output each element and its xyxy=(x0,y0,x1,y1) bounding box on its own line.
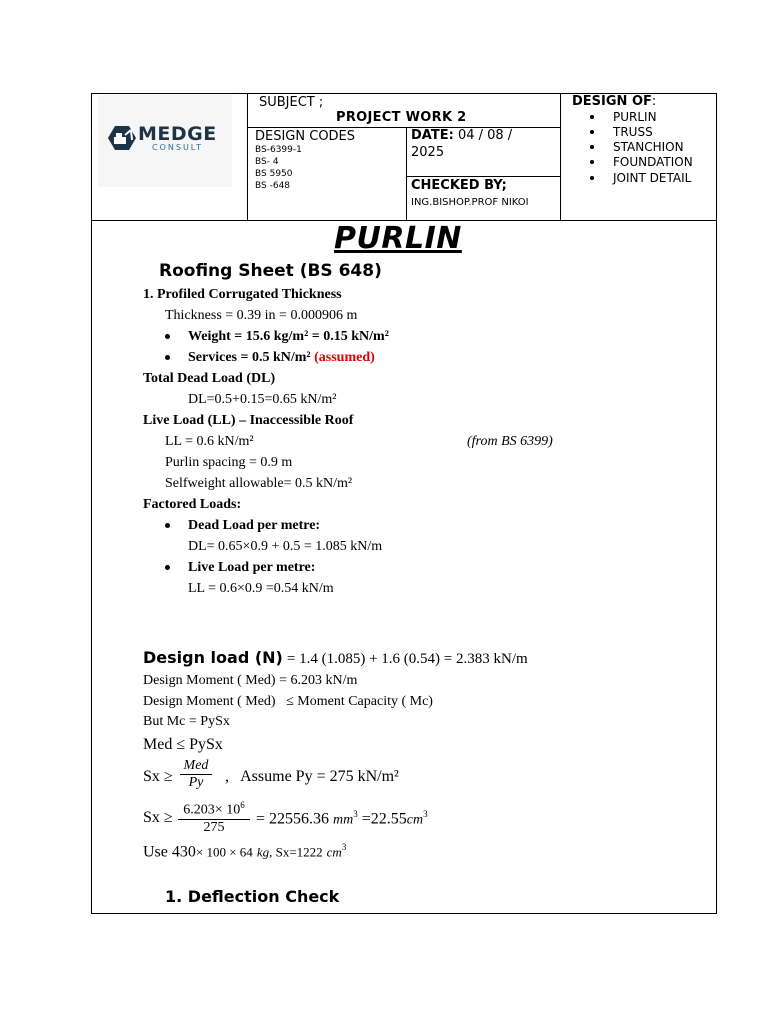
dl-line: DL=0.5+0.15=0.65 kN/m² xyxy=(188,392,337,407)
live-load-heading: Live Load (LL) – Inaccessible Roof xyxy=(143,413,354,428)
design-of-item-truss: TRUSS xyxy=(613,125,653,139)
live-per-metre-bullet xyxy=(165,565,170,570)
sx2-unit-mm-exp: 3 xyxy=(353,809,358,819)
use-prefix: Use 430 xyxy=(143,843,196,861)
services-bullet xyxy=(165,355,170,360)
sx2-denominator: 275 xyxy=(203,819,225,835)
design-code-3: BS 5950 xyxy=(255,169,293,179)
ll-line: LL = 0.6 kN/m² xyxy=(165,434,254,449)
design-of-bullet-3 xyxy=(590,145,594,149)
thickness-line: Thickness = 0.39 in = 0.000906 m xyxy=(165,308,358,323)
dead-load-heading: Total Dead Load (DL) xyxy=(143,371,276,386)
sx-prefix: Sx ≥ xyxy=(143,768,173,785)
design-of-item-purlin: PURLIN xyxy=(613,110,657,124)
design-of-item-stanchion: STANCHION xyxy=(613,140,684,154)
date-label: DATE: xyxy=(411,128,454,143)
project-title: PROJECT WORK 2 xyxy=(336,110,467,125)
design-code-1: BS-6399-1 xyxy=(255,145,302,155)
sx2-result-cm: =22.55 xyxy=(361,810,407,828)
design-of-bullet-1 xyxy=(590,115,594,119)
use-sx: , Sx=1222 xyxy=(269,844,323,860)
checked-by-value: ING.BISHOP.PROF NIKOI xyxy=(411,197,529,208)
moment-line: Design Moment ( Med) = 6.203 kN/m xyxy=(143,673,358,688)
design-of-bullet-5 xyxy=(590,176,594,180)
sx2-numerator xyxy=(178,800,250,820)
deflection-heading: 1. Deflection Check xyxy=(165,887,340,906)
services-note: (assumed) xyxy=(314,350,375,365)
selfweight-line: Selfweight allowable= 0.5 kN/m² xyxy=(165,476,353,491)
header-row-divider-2 xyxy=(406,176,560,177)
design-load-line xyxy=(143,648,528,668)
design-load-equation: = 1.4 (1.085) + 1.6 (0.54) = 2.383 kN/m xyxy=(286,651,528,667)
sx-denominator: Py xyxy=(188,775,204,790)
design-of-colon: : xyxy=(651,94,657,109)
header-row-divider-1 xyxy=(247,127,560,128)
subject-label: SUBJECT ; xyxy=(259,95,324,110)
sx2-result xyxy=(256,809,428,828)
logo-subtitle: CONSULT xyxy=(152,143,204,152)
section-heading: Roofing Sheet (BS 648) xyxy=(159,261,382,281)
date-value: 04 / 08 / xyxy=(457,128,513,143)
live-per-metre-line: LL = 0.6×0.9 =0.54 kN/m xyxy=(188,581,334,596)
design-code-2: BS- 4 xyxy=(255,157,279,167)
use-unit-exp: 3 xyxy=(341,842,347,852)
dead-per-metre-label: Dead Load per metre: xyxy=(188,518,321,533)
design-of-bullet-2 xyxy=(590,130,594,134)
ll-note: (from BS 6399) xyxy=(467,434,553,449)
design-of-title xyxy=(572,94,656,109)
company-logo xyxy=(98,95,232,187)
design-of-item-joint-detail: JOINT DETAIL xyxy=(613,171,692,185)
design-of-bullet-4 xyxy=(590,160,594,164)
weight-bullet xyxy=(165,334,170,339)
date-year: 2025 xyxy=(411,145,445,160)
weight-line: Weight = 15.6 kg/m² = 0.15 kN/m² xyxy=(188,329,389,344)
mc-line: But Mc = PySx xyxy=(143,714,230,729)
sx2-result-mm: = 22556.36 xyxy=(256,810,330,828)
sx2-unit-mm: mm xyxy=(333,812,354,828)
page-title: PURLIN xyxy=(334,221,462,256)
dead-per-metre-line: DL= 0.65×0.9 + 0.5 = 1.085 kN/m xyxy=(188,539,383,554)
services-line xyxy=(188,350,375,366)
use-kg: kg xyxy=(256,844,270,860)
design-code-4: BS -648 xyxy=(255,181,291,191)
sx-fraction xyxy=(180,758,212,791)
dead-per-metre-bullet xyxy=(165,523,170,528)
use-section: × 100 × 64 xyxy=(195,844,253,860)
checked-by-label: CHECKED BY; xyxy=(411,178,507,193)
design-of-item-foundation: FOUNDATION xyxy=(613,155,693,169)
use-section-line xyxy=(143,842,346,861)
design-of-label: DESIGN OF xyxy=(572,94,652,109)
header-col-divider-1 xyxy=(247,93,248,220)
sx2-numerator-exp: 6 xyxy=(240,800,245,810)
sx2-fraction xyxy=(178,800,250,836)
moment-check-line: Design Moment ( Med) ≤ Moment Capacity ( Mc) xyxy=(143,694,433,709)
sx2-numerator-base: 6.203× 10 xyxy=(183,802,241,818)
sx2-unit-cm-exp: 3 xyxy=(423,809,428,819)
date-field xyxy=(411,128,512,143)
spacing-line: Purlin spacing = 0.9 m xyxy=(165,455,293,470)
header-col-divider-2 xyxy=(560,93,561,220)
use-unit: cm xyxy=(326,844,342,860)
design-load-label: Design load (N) xyxy=(143,648,283,667)
factored-heading: Factored Loads: xyxy=(143,497,242,512)
logo-name: MEDGE xyxy=(138,123,217,145)
med-line: Med ≤ PySx xyxy=(143,736,223,753)
thickness-heading: 1. Profiled Corrugated Thickness xyxy=(143,287,342,302)
sx2-unit-cm: cm xyxy=(406,812,424,828)
live-per-metre-label: Live Load per metre: xyxy=(188,560,316,575)
sx-numerator: Med xyxy=(180,758,212,775)
assume-line: , Assume Py = 275 kN/m² xyxy=(225,768,399,785)
design-codes-label: DESIGN CODES xyxy=(255,129,356,144)
services-text: Services = 0.5 kN/m² xyxy=(188,350,311,365)
header-col-divider-3 xyxy=(406,127,407,220)
sx2-prefix: Sx ≥ xyxy=(143,809,173,826)
